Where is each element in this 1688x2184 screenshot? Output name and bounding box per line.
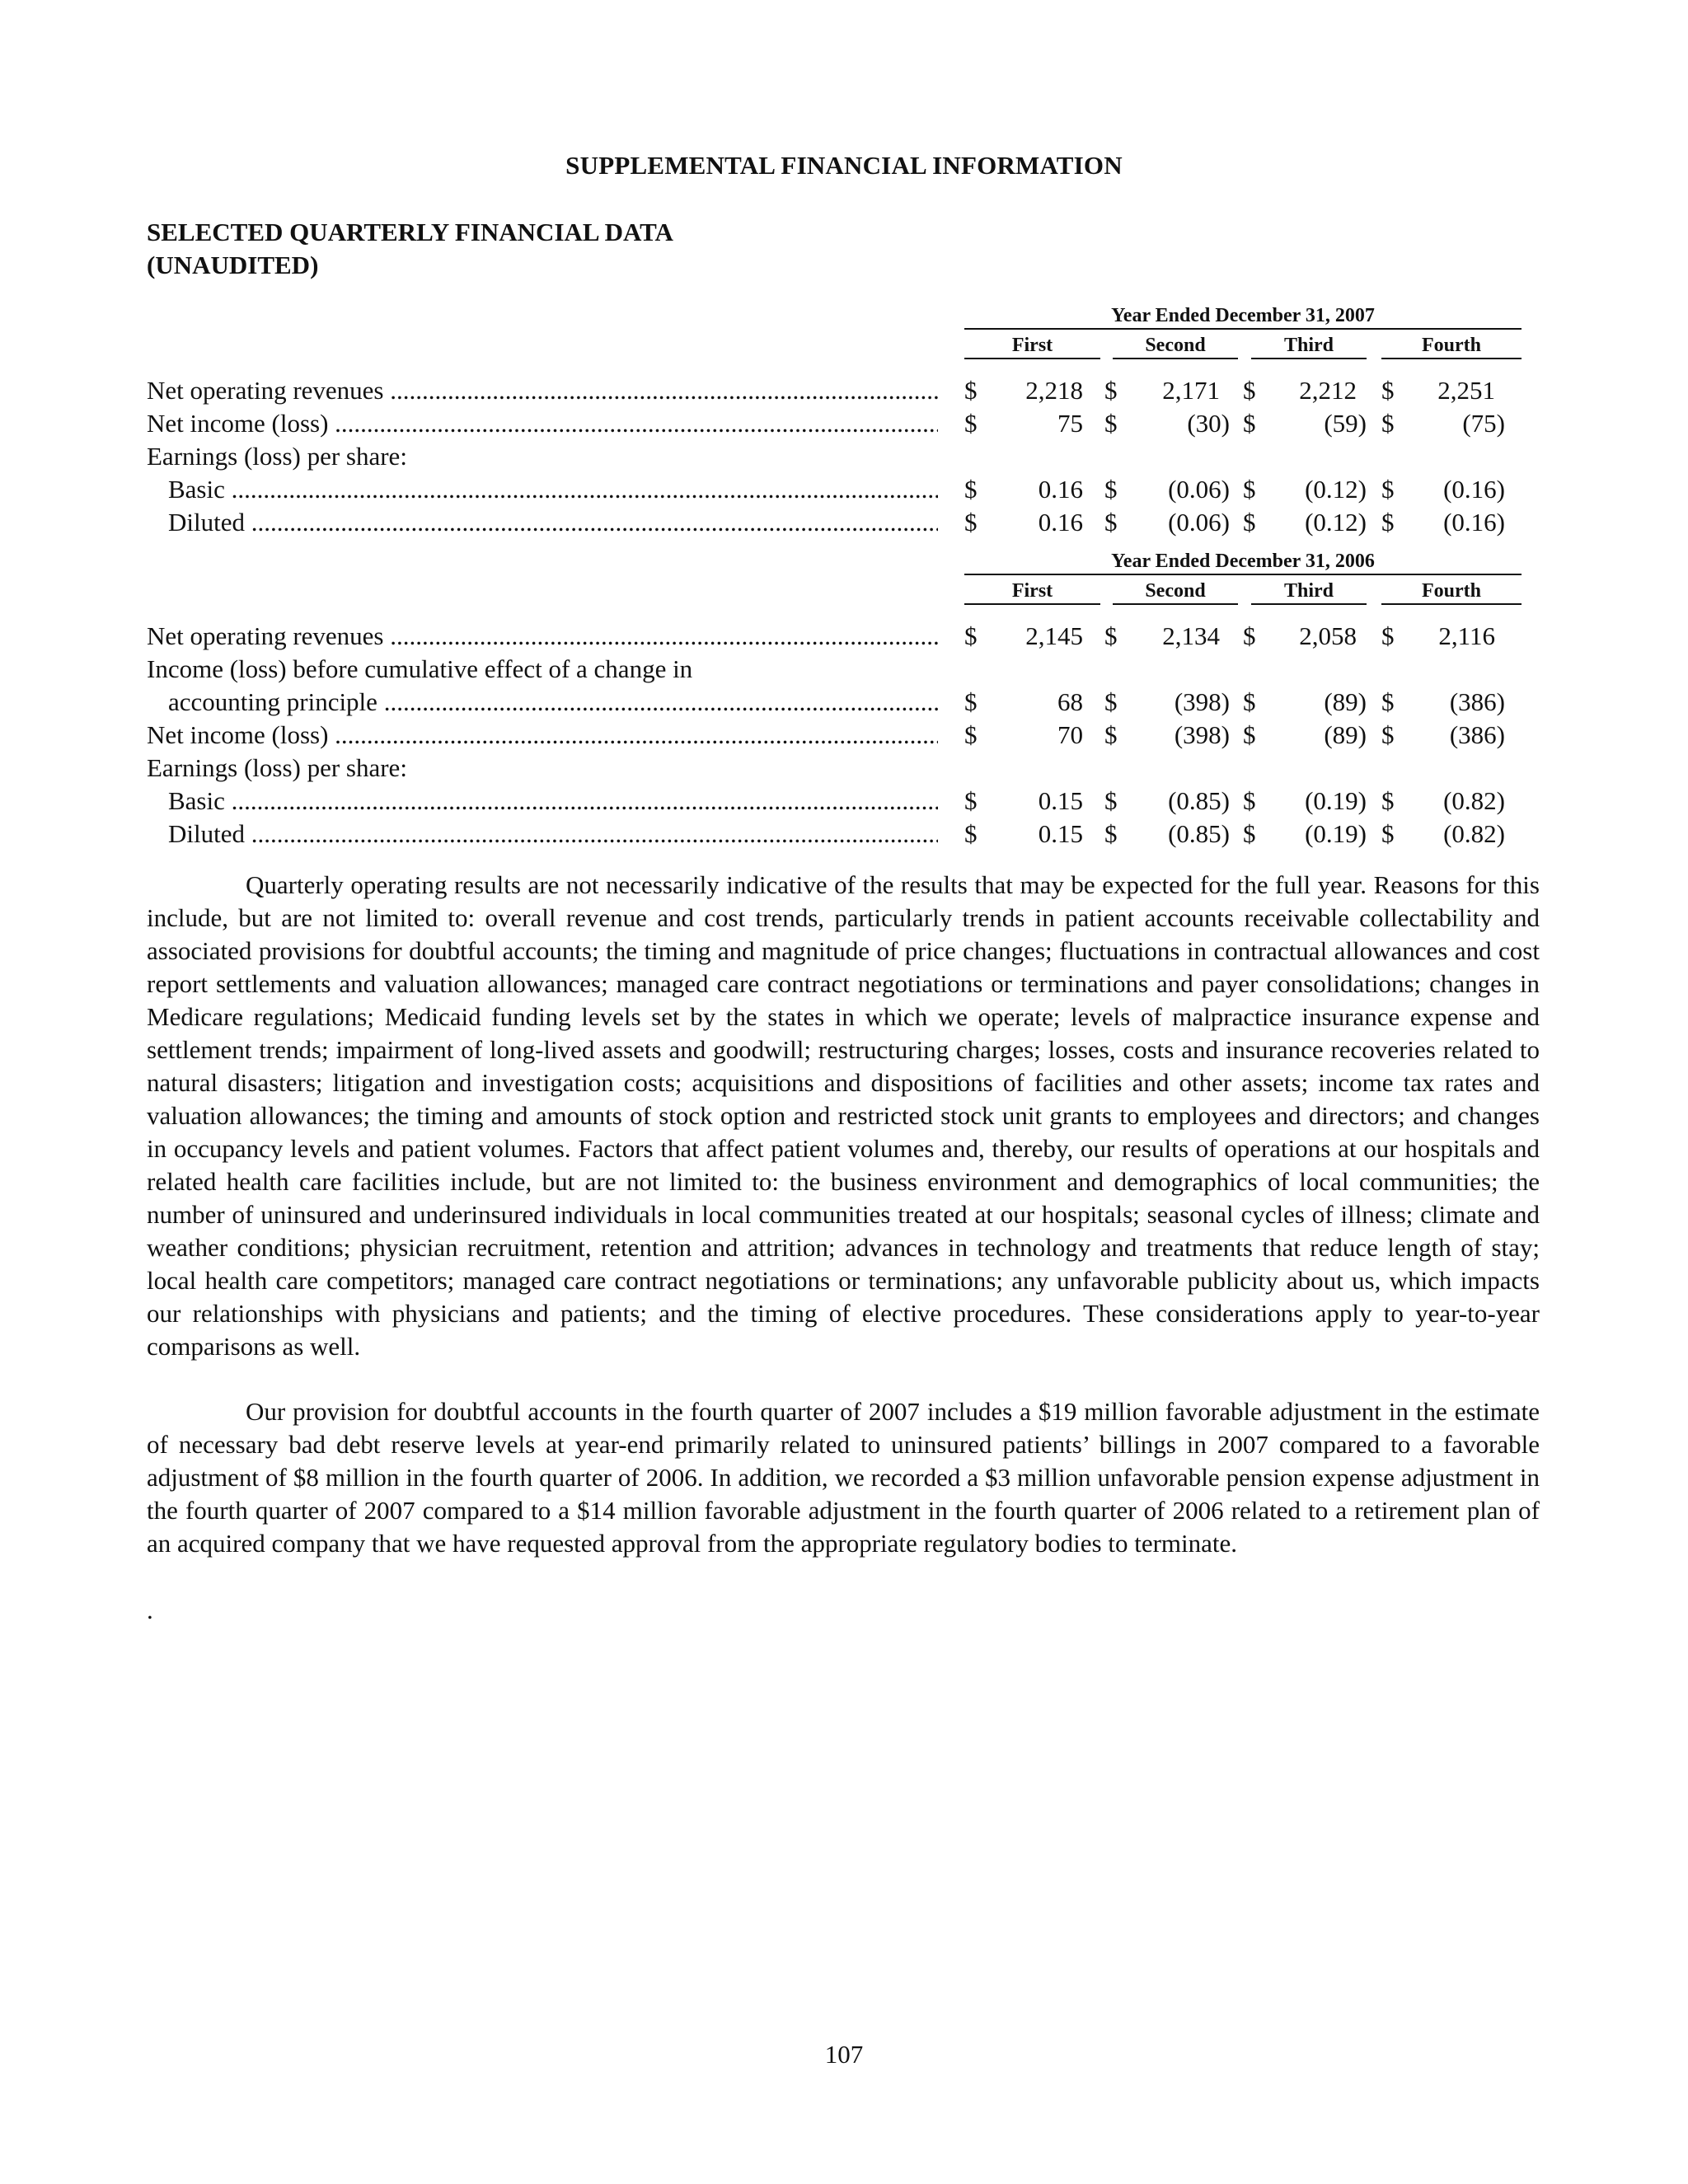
cell-value: (0.19): [1305, 819, 1367, 848]
cell-value: 2,134: [1162, 621, 1220, 650]
currency-symbol: $: [1381, 508, 1395, 537]
value-cell-third: [1243, 785, 1367, 818]
currency-symbol: $: [1381, 687, 1395, 716]
row-label: Basic .....: [147, 785, 938, 818]
cell-value: (0.16): [1443, 475, 1505, 504]
value-cell-second: [1104, 818, 1230, 851]
paragraph-text: Quarterly operating results are not necessarily indicative of the results that may be expected for the full year. Reasons for this include, but are not limited to: overall revenue and cost trends, particularly trends in patient accounts receivable collectability and associated provisions for doubtful accounts; the timing and magnitude of price changes; fluctuations in contractual allowances and cost report settlements and valuation allowances; managed care contract negotiations or terminations and payer consolidations; changes in Medicare regulations; Medicaid funding levels set by the states in which we operate; levels of malpractice insurance expense and settlement trends; impairment of long-lived assets and goodwill; restructuring charges; losses, costs and insurance recoveries related to natural disasters; litigation and investigation costs; acquisitions and dispositions of facilities and other assets; income tax rates and valuation allowances; the timing and amounts of stock option and restricted stock unit grants to employees and directors; and changes in occupancy levels and patient volumes. Factors that affect patient volumes and, thereby, our results of operations at our hospitals and related health care facilities include, but are not limited to: the business environment and demographics of local communities; the number of uninsured and underinsured individuals in local communities treated at our hospitals; seasonal cycles of illness; climate and weather conditions; physician recruitment, retention and attrition; advances in technology and treatments that reduce length of stay; local health care competitors; managed care contract negotiations or terminations; any unfavorable publicity about us, which impacts our relationships with physicians and patients; and the timing of elective procedures. These considerations apply to year-to-year comparisons as well.: [147, 870, 1540, 1361]
column-header-third: Third: [1251, 333, 1367, 359]
table-row: [147, 818, 1522, 851]
year-header: Year Ended December 31, 2007: [964, 305, 1522, 330]
row-label: Earnings (loss) per share:: [147, 442, 407, 471]
table-row: [147, 407, 1522, 440]
currency-symbol: $: [964, 786, 978, 815]
page-number: 107: [824, 2040, 864, 2069]
value-cell-fourth: [1381, 620, 1505, 653]
cell-value: (0.85): [1168, 786, 1230, 815]
value-cell-fourth: [1381, 407, 1505, 440]
row-label: Net income (loss) .....: [147, 407, 938, 440]
value-cell-fourth: [1381, 719, 1505, 752]
paragraph-quarterly-results: [147, 869, 1540, 1363]
cell-value: (0.06): [1168, 508, 1230, 537]
column-header-second: Second: [1113, 333, 1238, 359]
cell-value: 2,058: [1299, 621, 1357, 650]
value-cell-fourth: [1381, 374, 1505, 407]
currency-symbol: $: [1381, 376, 1395, 405]
cell-value: (386): [1449, 720, 1505, 749]
currency-symbol: $: [1104, 475, 1118, 504]
row-label: Net operating revenues .....: [147, 620, 938, 653]
value-cell-second: [1104, 407, 1230, 440]
currency-symbol: $: [1381, 720, 1395, 749]
row-label: Net operating revenues .....: [147, 374, 938, 407]
currency-symbol: $: [1104, 720, 1118, 749]
value-cell-fourth: [1381, 506, 1505, 539]
cell-value: 70: [1057, 720, 1083, 749]
currency-symbol: $: [1104, 621, 1118, 650]
currency-symbol: $: [1104, 409, 1118, 438]
value-cell-second: [1104, 620, 1230, 653]
table-row: [147, 785, 1522, 818]
row-label: Income (loss) before cumulative effect of a change in: [147, 654, 693, 683]
page-title: SUPPLEMENTAL FINANCIAL INFORMATION: [565, 151, 1123, 180]
cell-value: 68: [1057, 687, 1083, 716]
table-row: [147, 374, 1522, 407]
currency-symbol: $: [1381, 786, 1395, 815]
currency-symbol: $: [1243, 786, 1256, 815]
table-row: [147, 620, 1522, 653]
column-header-fourth: Fourth: [1381, 579, 1522, 605]
currency-symbol: $: [964, 720, 978, 749]
row-label: Earnings (loss) per share:: [147, 753, 407, 782]
cell-value: 2,212: [1299, 376, 1357, 405]
column-header-third: Third: [1251, 579, 1367, 605]
table-row: [147, 752, 1522, 785]
value-cell-first: [964, 506, 1093, 539]
value-cell-second: [1104, 686, 1230, 719]
value-cell-second: [1104, 785, 1230, 818]
row-label: Basic .....: [147, 473, 938, 506]
currency-symbol: $: [1104, 819, 1118, 848]
currency-symbol: $: [1104, 508, 1118, 537]
row-label: Diluted .....: [147, 506, 938, 539]
currency-symbol: $: [964, 508, 978, 537]
cell-value: (0.12): [1305, 475, 1367, 504]
value-cell-first: [964, 818, 1093, 851]
value-cell-first: [964, 686, 1093, 719]
cell-value: (0.82): [1443, 786, 1505, 815]
cell-value: 0.15: [1038, 819, 1083, 848]
currency-symbol: $: [1243, 508, 1256, 537]
table-row: [147, 473, 1522, 506]
row-label: Diluted .....: [147, 818, 938, 851]
cell-value: (89): [1324, 720, 1367, 749]
cell-value: (0.85): [1168, 819, 1230, 848]
cell-value: (59): [1324, 409, 1367, 438]
cell-value: 2,218: [1025, 376, 1083, 405]
value-cell-second: [1104, 473, 1230, 506]
currency-symbol: $: [964, 409, 978, 438]
section-subtitle: (UNAUDITED): [147, 251, 319, 279]
cell-value: 2,251: [1437, 376, 1495, 405]
cell-value: (0.06): [1168, 475, 1230, 504]
table-row: [147, 440, 1522, 473]
section-title-line: SELECTED QUARTERLY FINANCIAL DATA: [147, 218, 673, 246]
cell-value: (0.19): [1305, 786, 1367, 815]
value-cell-third: [1243, 407, 1367, 440]
currency-symbol: $: [1381, 819, 1395, 848]
value-cell-first: [964, 785, 1093, 818]
year-header: Year Ended December 31, 2006: [964, 551, 1522, 575]
value-cell-first: [964, 473, 1093, 506]
currency-symbol: $: [1381, 621, 1395, 650]
paragraph-text: Our provision for doubtful accounts in the fourth quarter of 2007 includes a $19 million favorable adjustment in the estimate of necessary bad debt reserve levels at year-end primarily related to uninsured patients’ billings in 2007 compared to a favorable adjustment of $8 million in the fourth quarter of 2006. In addition, we recorded a $3 million unfavorable pension expense adjustment in the fourth quarter of 2007 compared to a $14 million favorable adjustment in the fourth quarter of 2006 related to a retirement plan of an acquired company that we have requested approval from the appropriate regulatory bodies to terminate.: [147, 1397, 1540, 1558]
cell-value: 2,171: [1162, 376, 1220, 405]
currency-symbol: $: [1243, 687, 1256, 716]
cell-value: 2,116: [1438, 621, 1495, 650]
value-cell-third: [1243, 374, 1367, 407]
currency-symbol: $: [1381, 475, 1395, 504]
column-header-second: Second: [1113, 579, 1238, 605]
value-cell-first: [964, 719, 1093, 752]
cell-value: (0.82): [1443, 819, 1505, 848]
currency-symbol: $: [1243, 621, 1256, 650]
cell-value: (0.12): [1305, 508, 1367, 537]
value-cell-fourth: [1381, 785, 1505, 818]
cell-value: (398): [1174, 720, 1230, 749]
cell-value: 75: [1057, 409, 1083, 438]
table-row: [147, 653, 1522, 686]
currency-symbol: $: [1243, 409, 1256, 438]
column-header-first: First: [964, 333, 1100, 359]
value-cell-first: [964, 374, 1093, 407]
value-cell-third: [1243, 818, 1367, 851]
cell-value: 0.16: [1038, 508, 1083, 537]
currency-symbol: $: [1381, 409, 1395, 438]
cell-value: (0.16): [1443, 508, 1505, 537]
currency-symbol: $: [964, 376, 978, 405]
row-label: Net income (loss) .....: [147, 719, 938, 752]
cell-value: 0.15: [1038, 786, 1083, 815]
value-cell-third: [1243, 719, 1367, 752]
cell-value: (30): [1187, 409, 1230, 438]
currency-symbol: $: [964, 819, 978, 848]
section-title: [147, 216, 673, 282]
value-cell-second: [1104, 374, 1230, 407]
value-cell-first: [964, 407, 1093, 440]
value-cell-third: [1243, 686, 1367, 719]
currency-symbol: $: [964, 475, 978, 504]
value-cell-fourth: [1381, 818, 1505, 851]
currency-symbol: $: [964, 687, 978, 716]
table-row: [147, 719, 1522, 752]
cell-value: (75): [1462, 409, 1505, 438]
currency-symbol: $: [1104, 687, 1118, 716]
currency-symbol: $: [1104, 376, 1118, 405]
value-cell-third: [1243, 506, 1367, 539]
currency-symbol: $: [1243, 720, 1256, 749]
value-cell-third: [1243, 620, 1367, 653]
column-header-fourth: Fourth: [1381, 333, 1522, 359]
table-row: [147, 506, 1522, 539]
currency-symbol: $: [1104, 786, 1118, 815]
value-cell-first: [964, 620, 1093, 653]
currency-symbol: $: [1243, 475, 1256, 504]
table-row: [147, 686, 1522, 719]
cell-value: (89): [1324, 687, 1367, 716]
value-cell-fourth: [1381, 473, 1505, 506]
cell-value: (398): [1174, 687, 1230, 716]
cell-value: (386): [1449, 687, 1505, 716]
cell-value: 2,145: [1025, 621, 1083, 650]
trailing-mark: .: [147, 1596, 153, 1624]
column-header-first: First: [964, 579, 1100, 605]
value-cell-second: [1104, 506, 1230, 539]
paragraph-doubtful-accounts: [147, 1395, 1540, 1560]
cell-value: 0.16: [1038, 475, 1083, 504]
currency-symbol: $: [1243, 376, 1256, 405]
value-cell-third: [1243, 473, 1367, 506]
value-cell-fourth: [1381, 686, 1505, 719]
row-label: accounting principle .....: [147, 686, 938, 719]
currency-symbol: $: [964, 621, 978, 650]
currency-symbol: $: [1243, 819, 1256, 848]
value-cell-second: [1104, 719, 1230, 752]
